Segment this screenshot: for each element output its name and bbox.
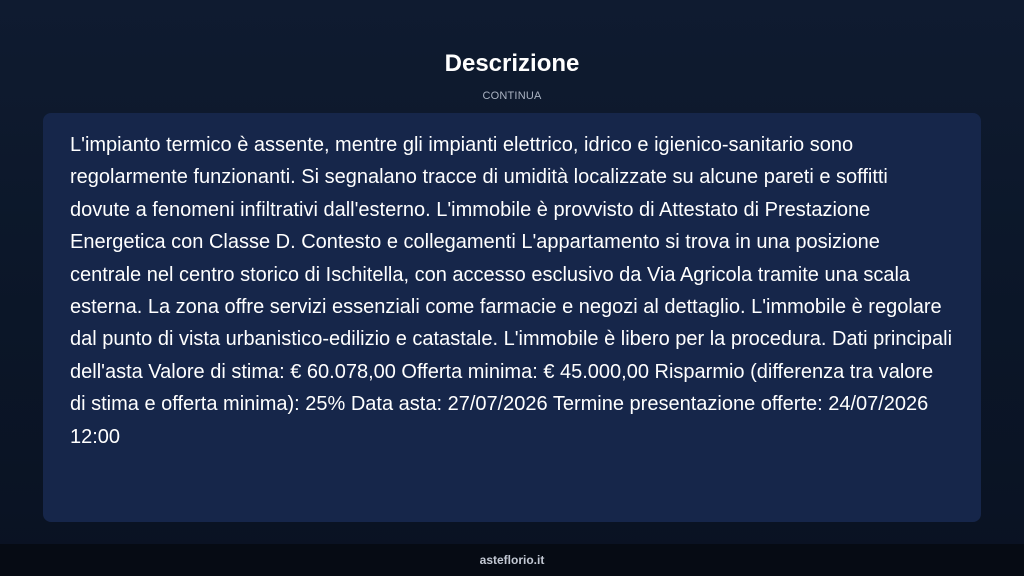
description-card xyxy=(43,113,981,522)
footer-site-link[interactable]: asteflorio.it xyxy=(479,553,545,567)
description-text: L'impianto termico è assente, mentre gli impianti elettrico, idrico e igienico-sanitario sono regolarmente funzionanti. Si segnalano tracce di umidità localizzate su alcune pareti e soffitti dovute a fenomeni infiltrativi dall'esterno. L'immobile è provvisto di Attestato di Prestazione Energetica con Classe D. Contesto e collegamenti L'appartamento si trova in una posizione centrale nel centro storico di Ischitella, con accesso esclusivo da Via Agricola tramite una scala esterna. La zona offre servizi essenziali come farmacie e negozi al dettaglio. L'immobile è regolare dal punto di vista urbanistico-edilizio e catastale. L'immobile è libero per la procedura. Dati principali dell'asta Valore di stima: € 60.078,00 Offerta minima: € 45.000,00 Risparmio (differenza tra valore di stima e offerta minima): 25% Data asta: 27/07/2026 Termine presentazione offerte: 24/07/2026 12:00 xyxy=(70,134,953,448)
page-title: Descrizione xyxy=(444,50,580,77)
continue-link[interactable]: CONTINUA xyxy=(482,90,542,102)
footer-bar xyxy=(0,544,1024,576)
